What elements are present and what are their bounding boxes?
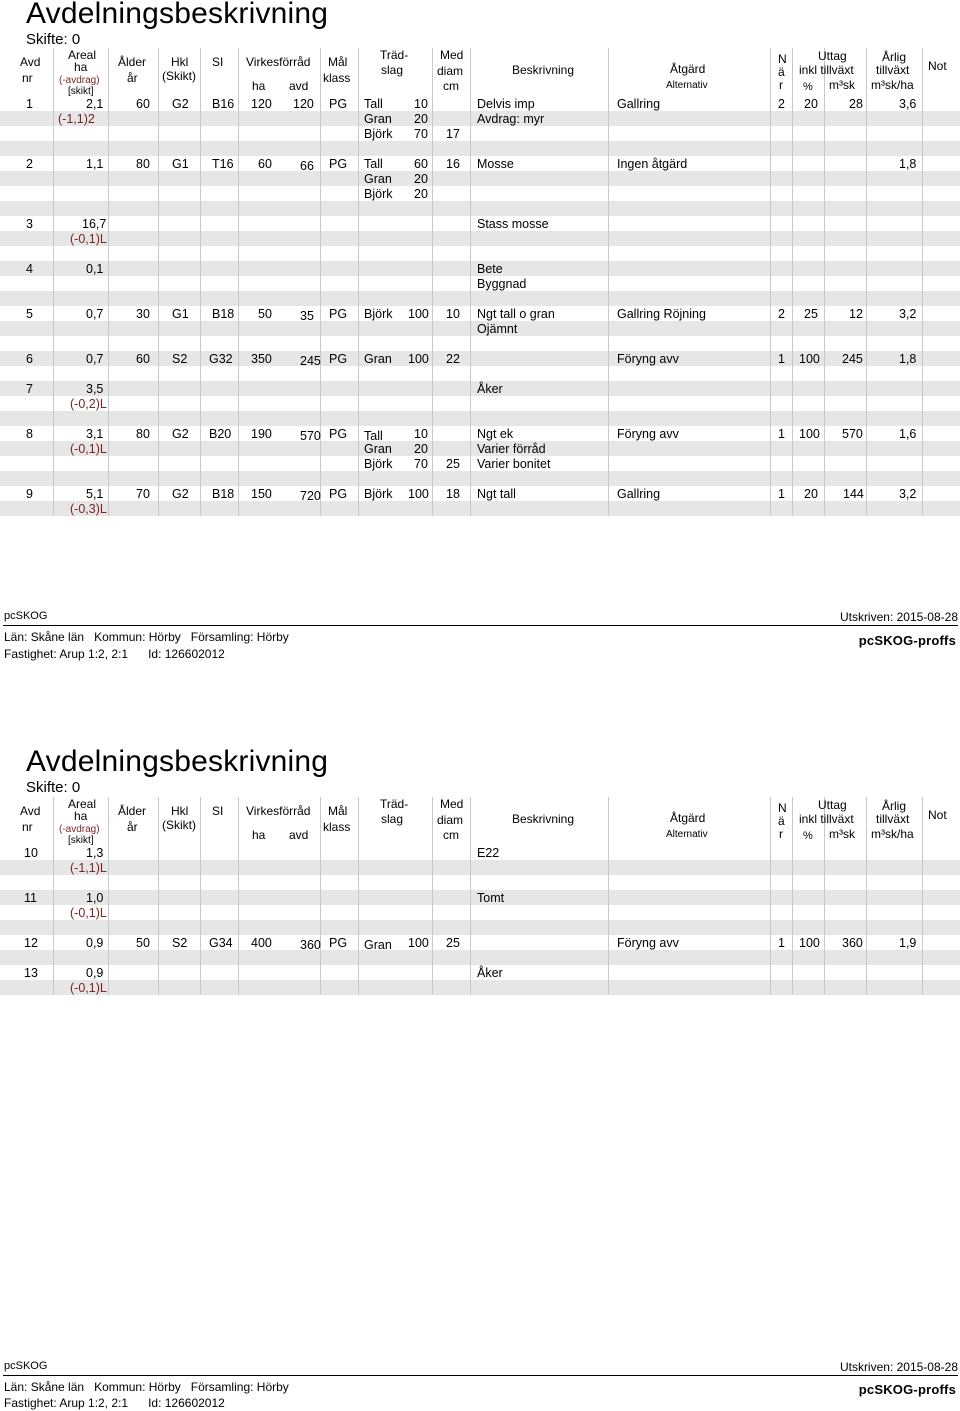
vf-ha: 60 — [258, 157, 272, 171]
uttag-pct: 100 — [799, 936, 820, 950]
tradslag: Gran — [364, 172, 392, 186]
tradslag: Tall — [364, 429, 383, 443]
header-uttag: Uttag — [818, 798, 847, 812]
header-vf-avd: avd — [289, 79, 309, 93]
beskrivning: Stass mosse — [477, 217, 549, 231]
diam: 22 — [446, 352, 460, 366]
header-not: Not — [928, 59, 947, 73]
areal: 0,9 — [86, 966, 104, 980]
arlig-tillvaxt: 1,8 — [899, 352, 917, 366]
header-hkl-skikt: (Skikt) — [162, 69, 196, 83]
header-atgard: Åtgärd — [670, 811, 706, 825]
header-m3sk: m³sk — [829, 827, 855, 841]
header-vf-ha: ha — [252, 828, 266, 842]
vf-avd: 720 — [300, 489, 321, 503]
hkl: G2 — [172, 97, 189, 111]
arlig-tillvaxt: 3,6 — [899, 97, 917, 111]
alder: 30 — [136, 307, 150, 321]
header-avdrag: (-avdrag) — [59, 75, 100, 86]
header-not: Not — [928, 808, 947, 822]
header-ha: ha — [74, 60, 88, 74]
footer-printed-date: Utskriven: 2015-08-28 — [839, 1360, 958, 1374]
header-skikt: [skikt] — [68, 86, 94, 97]
tradslag-pct: 10 — [414, 97, 428, 111]
header-hkl-skikt: (Skikt) — [162, 818, 196, 832]
uttag-pct: 100 — [799, 427, 820, 441]
footer-property: Fastighet: Arup 1:2, 2:1 Id: 126602012 — [4, 647, 225, 661]
header-hkl: Hkl — [171, 55, 189, 69]
footer-divider — [3, 1375, 958, 1376]
tradslag: Björk — [364, 487, 393, 501]
avd-nr: 9 — [26, 487, 33, 501]
vf-ha: 190 — [251, 427, 272, 441]
alder: 80 — [136, 157, 150, 171]
malklass: PG — [329, 97, 348, 111]
areal-avdrag: (-0,1)L — [70, 906, 107, 920]
uttag-m3sk: 12 — [849, 307, 863, 321]
areal-avdrag: (-0,2)L — [70, 397, 107, 411]
nar: 1 — [778, 427, 785, 441]
uttag-m3sk: 28 — [849, 97, 863, 111]
skifte-label: Skifte: 0 — [26, 31, 81, 48]
nar: 1 — [778, 487, 785, 501]
areal-avdrag: (-1,1)2 — [58, 112, 95, 126]
page-title: Avdelningsbeskrivning — [26, 745, 329, 778]
avd-nr: 1 — [26, 97, 33, 111]
uttag-m3sk: 570 — [842, 427, 863, 441]
si: T16 — [212, 157, 234, 171]
arlig-tillvaxt: 3,2 — [899, 307, 917, 321]
areal-avdrag: (-0,3)L — [70, 502, 107, 516]
vf-ha: 400 — [251, 936, 272, 950]
tradslag-pct: 10 — [414, 427, 428, 441]
header-inkl-tillvaxt: inkl tillväxt — [799, 812, 854, 826]
si: B20 — [209, 427, 232, 441]
hkl: S2 — [172, 352, 188, 366]
vf-avd: 360 — [300, 938, 321, 952]
header-diam: diam — [437, 64, 464, 78]
beskrivning: Ngt tall o gran — [477, 307, 555, 321]
areal-avdrag: (-0,1)L — [70, 981, 107, 995]
beskrivning: Byggnad — [477, 277, 527, 291]
header-vf-avd: avd — [289, 828, 309, 842]
arlig-tillvaxt: 3,2 — [899, 487, 917, 501]
header-inkl-tillvaxt: inkl tillväxt — [799, 63, 854, 77]
avd-nr: 13 — [24, 966, 38, 980]
footer-brand: pcSKOG — [4, 610, 48, 622]
header-avdrag: (-avdrag) — [59, 824, 100, 835]
vf-ha: 120 — [251, 97, 272, 111]
header-slag: slag — [381, 812, 404, 826]
areal: 2,1 — [86, 97, 104, 111]
nar: 1 — [778, 352, 785, 366]
tradslag: Gran — [364, 112, 392, 126]
header-ha: ha — [74, 809, 88, 823]
diam: 25 — [446, 936, 460, 950]
header-med: Med — [440, 48, 464, 62]
beskrivning: Varier bonitet — [477, 457, 551, 471]
header-uttag: Uttag — [818, 49, 847, 63]
avd-nr: 12 — [24, 936, 38, 950]
si: B18 — [212, 307, 235, 321]
tradslag-pct: 20 — [414, 442, 428, 456]
avd-nr: 3 — [26, 217, 33, 231]
header-ar: år — [127, 820, 138, 834]
areal: 1,0 — [86, 891, 104, 905]
header-si: SI — [212, 55, 224, 69]
malklass: PG — [329, 427, 348, 441]
vf-avd: 245 — [300, 354, 321, 368]
arlig-tillvaxt: 1,9 — [899, 936, 917, 950]
tradslag-pct: 100 — [408, 936, 429, 950]
tradslag: Björk — [364, 457, 393, 471]
nar: 2 — [778, 97, 785, 111]
header-cm: cm — [443, 828, 459, 842]
avd-nr: 7 — [26, 382, 33, 396]
nar: 2 — [778, 307, 785, 321]
header-trad: Träd- — [380, 48, 409, 62]
vf-avd: 35 — [300, 309, 314, 323]
footer-property: Fastighet: Arup 1:2, 2:1 Id: 126602012 — [4, 1396, 225, 1410]
atgard: Gallring — [617, 487, 661, 501]
avd-nr: 10 — [24, 846, 38, 860]
areal: 0,9 — [86, 936, 104, 950]
si: B16 — [212, 97, 235, 111]
tradslag-pct: 70 — [414, 127, 428, 141]
areal: 1,1 — [86, 157, 104, 171]
areal: 0,1 — [86, 262, 104, 276]
header-skikt: [skikt] — [68, 835, 94, 846]
alder: 80 — [136, 427, 150, 441]
areal-avdrag: (-0,1)L — [70, 442, 107, 456]
malklass: PG — [329, 157, 348, 171]
header-areal: Areal — [68, 797, 97, 811]
areal-avdrag: (-0,1)L — [70, 232, 107, 246]
alder: 60 — [136, 97, 150, 111]
header-virkesforrad: Virkesförråd — [246, 804, 311, 818]
areal: 1,3 — [86, 846, 104, 860]
tradslag-pct: 20 — [414, 187, 428, 201]
header-arlig: Årlig — [882, 799, 907, 813]
beskrivning: Ngt ek — [477, 427, 514, 441]
avd-nr: 6 — [26, 352, 33, 366]
diam: 10 — [446, 307, 460, 321]
uttag-m3sk: 245 — [842, 352, 863, 366]
beskrivning: Avdrag: myr — [477, 112, 545, 126]
skifte-label: Skifte: 0 — [26, 779, 81, 796]
beskrivning: Delvis imp — [477, 97, 535, 111]
footer-logo: pcSKOG-proffs — [858, 1382, 956, 1397]
vf-ha: 350 — [251, 352, 272, 366]
areal: 16,7 — [82, 217, 107, 231]
beskrivning: Bete — [477, 262, 503, 276]
header-tillvaxt: tillväxt — [876, 812, 910, 826]
header-nr: nr — [22, 820, 33, 834]
beskrivning: Ojämnt — [477, 322, 518, 336]
beskrivning: Tomt — [477, 891, 505, 905]
diam: 16 — [446, 157, 460, 171]
header-si: SI — [212, 804, 224, 818]
hkl: G1 — [172, 307, 189, 321]
header-beskrivning: Beskrivning — [512, 812, 575, 826]
footer-logo: pcSKOG-proffs — [858, 633, 956, 648]
header-areal: Areal — [68, 48, 97, 62]
header-tillvaxt: tillväxt — [876, 63, 910, 77]
tradslag-pct: 20 — [414, 172, 428, 186]
malklass: PG — [329, 936, 348, 950]
header-beskrivning: Beskrivning — [512, 63, 575, 77]
hkl: S2 — [172, 936, 188, 950]
header-trad: Träd- — [380, 797, 409, 811]
header-slag: slag — [381, 63, 404, 77]
vf-avd: 66 — [300, 159, 314, 173]
footer-brand: pcSKOG — [4, 1360, 48, 1372]
beskrivning: Ngt tall — [477, 487, 516, 501]
vf-ha: 50 — [258, 307, 272, 321]
beskrivning: E22 — [477, 846, 500, 860]
tradslag: Gran — [364, 352, 392, 366]
areal: 0,7 — [86, 307, 104, 321]
avd-nr: 11 — [24, 891, 37, 905]
hkl: G2 — [172, 487, 189, 501]
areal: 3,1 — [86, 427, 104, 441]
tradslag-pct: 60 — [414, 157, 428, 171]
avd-nr: 5 — [26, 307, 33, 321]
header-avd: Avd — [20, 804, 41, 818]
tradslag: Gran — [364, 938, 392, 952]
alder: 70 — [136, 487, 150, 501]
header-r: r — [779, 78, 783, 92]
header-hkl: Hkl — [171, 804, 189, 818]
header-atgard: Åtgärd — [670, 62, 706, 76]
avd-nr: 4 — [26, 262, 33, 276]
tradslag-pct: 100 — [408, 487, 429, 501]
malklass: PG — [329, 307, 348, 321]
avd-nr: 2 — [26, 157, 33, 171]
malklass: PG — [329, 352, 348, 366]
tradslag: Björk — [364, 307, 393, 321]
atgard: Föryng avv — [617, 352, 679, 366]
areal: 0,7 — [86, 352, 104, 366]
diam: 17 — [446, 127, 460, 141]
nar: 1 — [778, 936, 785, 950]
header-m3skha: m³sk/ha — [871, 827, 914, 841]
arlig-tillvaxt: 1,8 — [899, 157, 917, 171]
beskrivning: Varier förråd — [477, 442, 546, 456]
tradslag: Tall — [364, 157, 383, 171]
uttag-pct: 100 — [799, 352, 820, 366]
hkl: G2 — [172, 427, 189, 441]
footer-location: Län: Skåne län Kommun: Hörby Församling: Hörby — [4, 630, 289, 644]
header-nr: nr — [22, 71, 33, 85]
alder: 50 — [136, 936, 150, 950]
tradslag: Björk — [364, 127, 393, 141]
atgard: Gallring Röjning — [617, 307, 706, 321]
atgard: Ingen åtgärd — [617, 157, 688, 171]
header-virkesforrad: Virkesförråd — [246, 55, 311, 69]
vf-avd: 570 — [300, 429, 321, 443]
si: G32 — [209, 352, 233, 366]
beskrivning: Mosse — [477, 157, 514, 171]
header-pct: % — [803, 81, 813, 93]
malklass: PG — [329, 487, 348, 501]
diam: 25 — [446, 457, 460, 471]
tradslag: Gran — [364, 442, 392, 456]
avd-nr: 8 — [26, 427, 33, 441]
alder: 60 — [136, 352, 150, 366]
header-n: N — [778, 801, 787, 815]
header-vf-ha: ha — [252, 79, 266, 93]
header-klass: klass — [323, 820, 351, 834]
areal-avdrag: (-1,1)L — [70, 861, 107, 875]
tradslag-pct: 70 — [414, 457, 428, 471]
footer-location: Län: Skåne län Kommun: Hörby Församling: Hörby — [4, 1380, 289, 1394]
atgard: Föryng avv — [617, 936, 679, 950]
uttag-m3sk: 144 — [843, 487, 864, 501]
vf-avd: 120 — [293, 97, 314, 111]
header-mal: Mål — [328, 804, 348, 818]
arlig-tillvaxt: 1,6 — [899, 427, 917, 441]
uttag-m3sk: 360 — [842, 936, 863, 950]
header-n: N — [778, 52, 787, 66]
footer-divider — [3, 625, 958, 626]
areal: 5,1 — [86, 487, 104, 501]
hkl: G1 — [172, 157, 189, 171]
uttag-pct: 20 — [804, 487, 818, 501]
header-avd: Avd — [20, 55, 41, 69]
tradslag: Björk — [364, 187, 393, 201]
header-med: Med — [440, 797, 464, 811]
atgard: Gallring — [617, 97, 661, 111]
header-m3sk: m³sk — [829, 78, 855, 92]
beskrivning: Åker — [477, 966, 503, 980]
header-arlig: Årlig — [882, 50, 907, 64]
header-m3skha: m³sk/ha — [871, 78, 914, 92]
atgard: Föryng avv — [617, 427, 679, 441]
footer-printed-date: Utskriven: 2015-08-28 — [839, 610, 958, 624]
si: B18 — [212, 487, 235, 501]
header-diam: diam — [437, 813, 464, 827]
page-title: Avdelningsbeskrivning — [26, 0, 329, 30]
header-cm: cm — [443, 79, 459, 93]
diam: 18 — [446, 487, 460, 501]
header-r: r — [779, 827, 783, 841]
header-a: ä — [778, 814, 785, 828]
header-pct: % — [803, 830, 813, 842]
header-klass: klass — [323, 71, 351, 85]
tradslag-pct: 100 — [408, 352, 429, 366]
header-alder: Ålder — [118, 55, 147, 69]
areal: 3,5 — [86, 382, 104, 396]
header-mal: Mål — [328, 55, 348, 69]
uttag-pct: 20 — [804, 97, 818, 111]
tradslag-pct: 20 — [414, 112, 428, 126]
vf-ha: 150 — [251, 487, 272, 501]
tradslag: Tall — [364, 97, 383, 111]
si: G34 — [209, 936, 233, 950]
uttag-pct: 25 — [804, 307, 818, 321]
header-ar: år — [127, 71, 138, 85]
header-alternativ: Alternativ — [666, 80, 708, 91]
header-alternativ: Alternativ — [666, 829, 708, 840]
tradslag-pct: 100 — [408, 307, 429, 321]
beskrivning: Åker — [477, 382, 503, 396]
header-alder: Ålder — [118, 804, 147, 818]
header-a: ä — [778, 65, 785, 79]
